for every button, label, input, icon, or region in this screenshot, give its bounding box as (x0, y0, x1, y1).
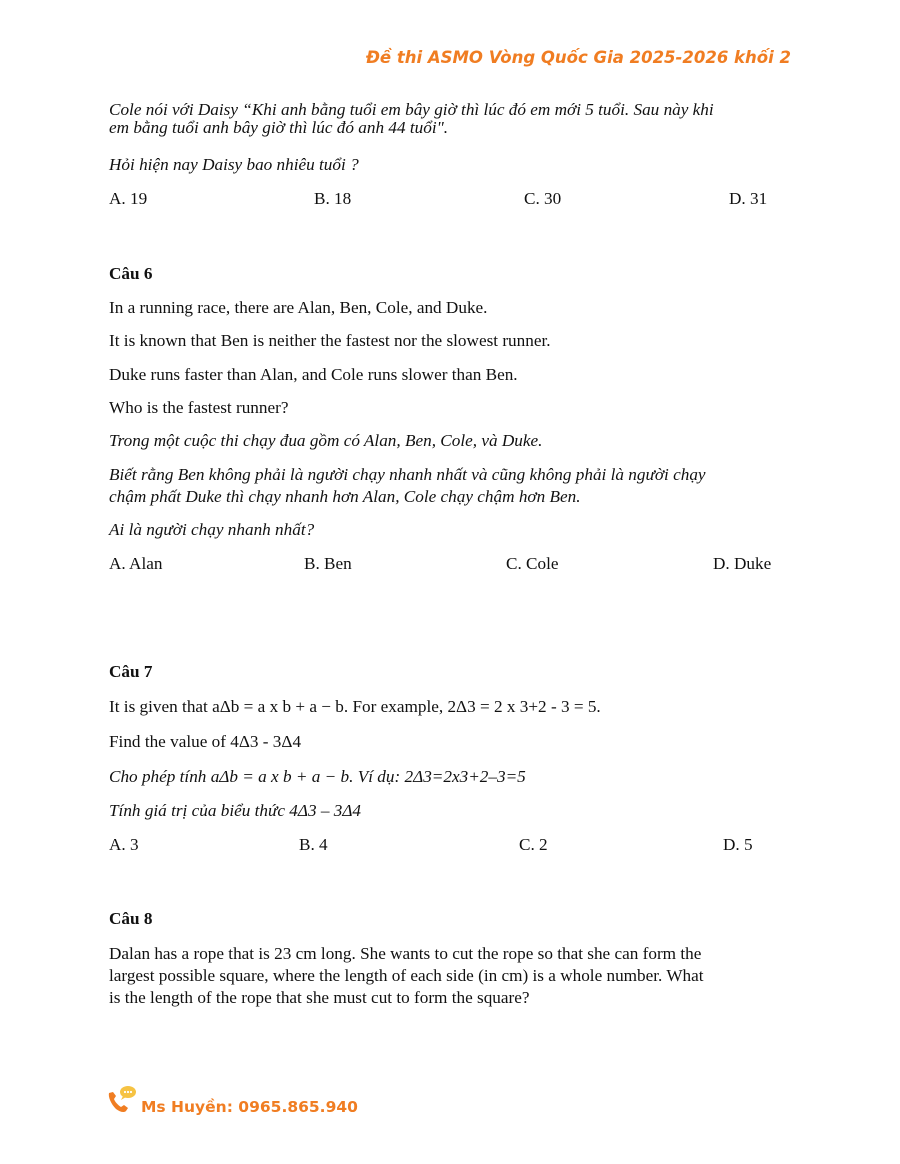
q5-option-d: D. 31 (729, 189, 768, 208)
q6-en-line-3: Duke runs faster than Alan, and Cole runs slower than Ben. (109, 365, 518, 384)
footer-contact (106, 1084, 358, 1119)
q7-vi-line-1: Cho phép tính aΔb = a x b + a − b. Ví dụ: 2Δ3=2x3+2–3=5 (109, 767, 526, 786)
q6-vi-line-2a: Biết rằng Ben không phải là người chạy nhanh nhất và cũng không phải là người chạy (109, 465, 706, 484)
phone-chat-icon (106, 1084, 138, 1119)
q7-option-a: A. 3 (109, 835, 139, 854)
q7-option-d: D. 5 (723, 835, 753, 854)
q5-option-a: A. 19 (109, 189, 148, 208)
q6-en-line-2: It is known that Ben is neither the fastest nor the slowest runner. (109, 331, 551, 350)
q7-en-line-2: Find the value of 4Δ3 - 3Δ4 (109, 732, 302, 751)
q8-title: Câu 8 (109, 909, 153, 928)
q6-vi-question: Ai là người chạy nhanh nhất? (109, 520, 315, 539)
q7-option-c: C. 2 (519, 835, 548, 854)
q7-title: Câu 7 (109, 662, 153, 681)
q6-vi-line-1: Trong một cuộc thi chạy đua gồm có Alan, Ben, Cole, và Duke. (109, 431, 543, 450)
q5-question: Hỏi hiện nay Daisy bao nhiêu tuổi ? (109, 155, 359, 174)
q5-line-2: em bằng tuổi anh bây giờ thì lúc đó anh 44 tuổi". (109, 118, 449, 137)
q8-line-1: Dalan has a rope that is 23 cm long. She wants to cut the rope so that she can form the (109, 944, 702, 963)
footer-contact-text: Ms Huyền: 0965.865.940 (141, 1097, 358, 1116)
q8-line-3: is the length of the rope that she must cut to form the square? (109, 988, 530, 1007)
q8-line-2: largest possible square, where the length of each side (in cm) is a whole number. What (109, 966, 704, 985)
q6-option-d: D. Duke (713, 554, 772, 573)
page-header-title: Đề thi ASMO Vòng Quốc Gia 2025-2026 khối 2 (365, 48, 791, 67)
q6-option-b: B. Ben (304, 554, 352, 573)
q6-option-a: A. Alan (109, 554, 163, 573)
q6-option-c: C. Cole (506, 554, 559, 573)
q5-option-c: C. 30 (524, 189, 562, 208)
q7-vi-line-2: Tính giá trị của biểu thức 4Δ3 – 3Δ4 (109, 801, 362, 820)
q5-line-1: Cole nói với Daisy “Khi anh bằng tuổi em bây giờ thì lúc đó em mới 5 tuổi. Sau này khi (109, 100, 714, 119)
q7-en-line-1: It is given that aΔb = a x b + a − b. For example, 2Δ3 = 2 x 3+2 - 3 = 5. (109, 697, 601, 716)
q6-en-question: Who is the fastest runner? (109, 398, 289, 417)
q6-en-line-1: In a running race, there are Alan, Ben, Cole, and Duke. (109, 298, 488, 317)
q6-vi-line-2b: chậm phất Duke thì chạy nhanh hơn Alan, Cole chạy chậm hơn Ben. (109, 487, 581, 506)
q7-option-b: B. 4 (299, 835, 328, 854)
q6-title: Câu 6 (109, 264, 153, 283)
q5-option-b: B. 18 (314, 189, 352, 208)
